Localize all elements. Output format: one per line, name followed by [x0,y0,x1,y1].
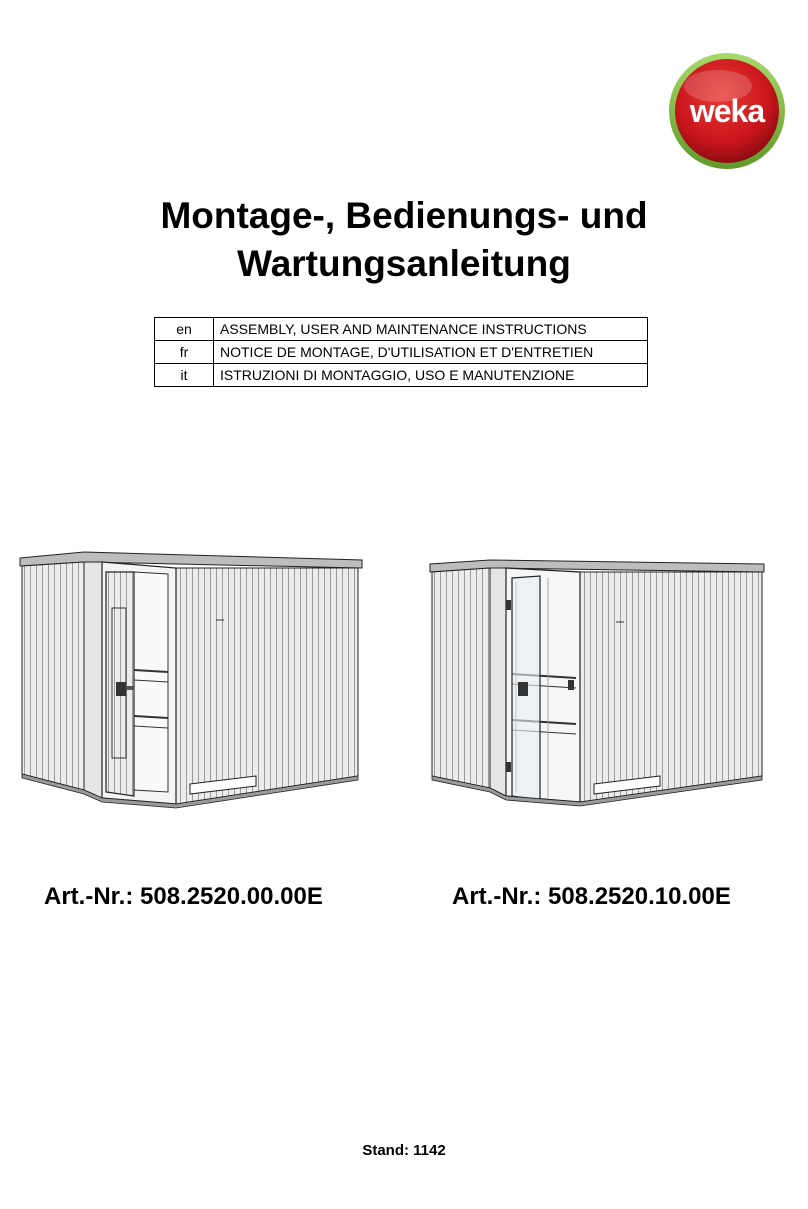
language-title: ISTRUZIONI DI MONTAGGIO, USO E MANUTENZIONE [214,364,648,387]
article-number-1: Art.-Nr.: 508.2520.00.00E [44,883,323,910]
sauna-wooden-door-illustration [18,540,366,812]
title-line-1: Montage-, Bedienungs- und [160,195,648,236]
language-code: fr [155,341,214,364]
language-code: en [155,318,214,341]
weka-logo [668,52,786,170]
language-title: NOTICE DE MONTAGE, D'UTILISATION ET D'ENTRETIEN [214,341,648,364]
sauna-glass-door-illustration [428,550,768,812]
language-row [155,364,648,387]
language-row [155,318,648,341]
language-table [154,317,648,387]
language-title: ASSEMBLY, USER AND MAINTENANCE INSTRUCTIONS [214,318,648,341]
logo-text: weka [689,93,765,129]
title-line-2: Wartungsanleitung [237,243,571,284]
stand-date: Stand: 1142 [362,1142,446,1159]
language-row [155,341,648,364]
article-number-2: Art.-Nr.: 508.2520.10.00E [452,883,731,910]
language-code: it [155,364,214,387]
document-title [0,192,808,288]
